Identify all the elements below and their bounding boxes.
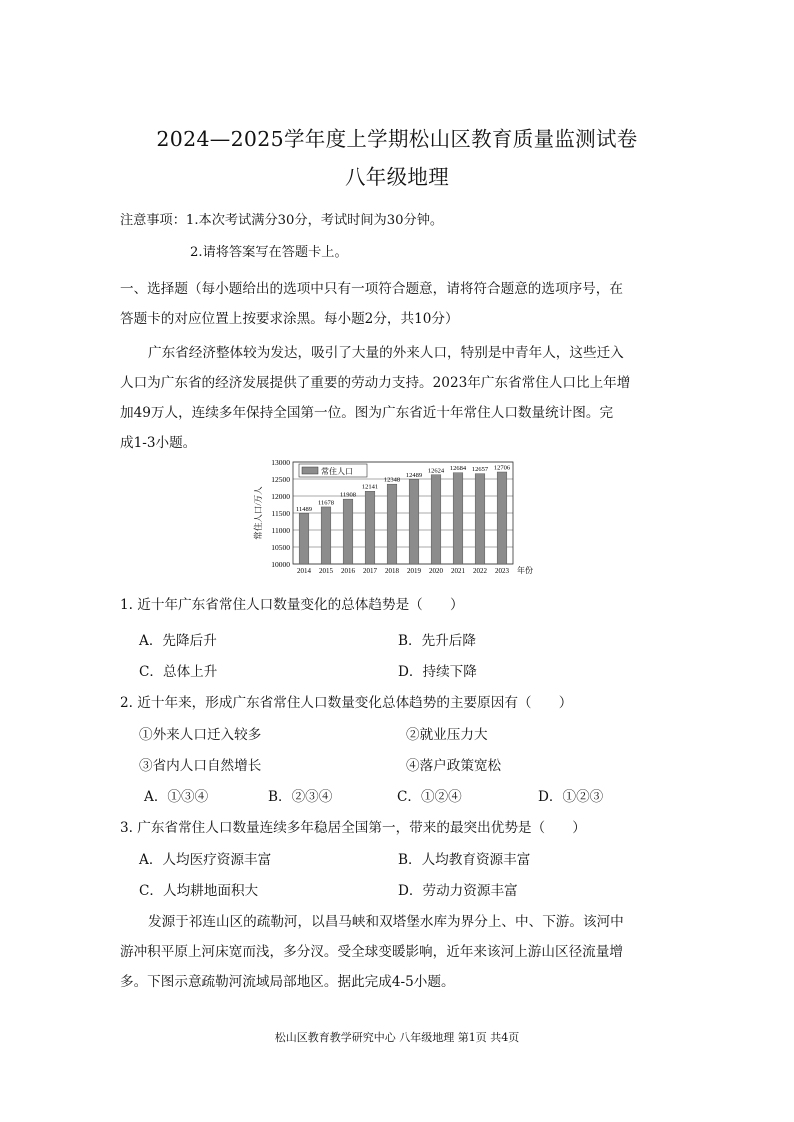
q3-stem: 3. 广东省常住人口数量连续多年稳居全国第一，带来的最突出优势是（ ） [120,820,586,836]
bar-2020 [431,475,441,564]
x-tick-label: 2020 [429,567,443,575]
data-label-2014: 11489 [295,505,313,513]
passage2-line-3: 多。下图示意疏勒河流域局部地区。据此完成4-5小题。 [120,974,455,990]
chart-y-ticks [271,458,290,569]
data-label-2023: 12706 [493,464,511,472]
population-bar-chart [245,452,540,580]
x-tick-label: 2023 [495,567,509,575]
passage1-line-2: 人口为广东省的经济发展提供了重要的劳动力支持。2023年广东省常住人口比上年增 [120,375,631,391]
chart-legend [299,464,367,477]
x-tick-label: 2018 [385,567,399,575]
q2-statement-1: ①外来人口迁入较多 [139,727,262,743]
x-tick-label: 2022 [473,567,487,575]
data-label-2015: 11678 [317,499,335,507]
q2-option-b: B．②③④ [268,789,333,805]
chart-xlabel: 年份 [517,566,533,575]
bar-2021 [453,473,463,564]
q1-option-a: A．先降后升 [139,633,217,649]
data-label-2018: 12348 [383,476,401,484]
q1-stem: 1. 近十年广东省常住人口数量变化的总体趋势是（ ） [120,597,464,613]
bar-2023 [497,472,507,564]
bar-2022 [475,474,485,564]
q3-option-d: D．劳动力资源丰富 [398,883,518,899]
q3-option-a: A．人均医疗资源丰富 [139,852,272,868]
y-tick-label: 12500 [271,475,290,484]
notes-line-2: 2.请将答案写在答题卡上。 [190,245,348,260]
y-tick-label: 11500 [271,509,290,518]
bar-2016 [343,499,353,564]
bar-2017 [365,491,375,564]
y-tick-label: 11000 [271,526,290,535]
y-tick-label: 12000 [271,492,290,501]
q2-statement-4: ④落户政策宽松 [406,758,502,774]
chart-x-ticks [297,567,510,575]
q2-option-a: A．①③④ [144,789,209,805]
y-tick-label: 10500 [271,543,290,552]
q2-statement-3: ③省内人口自然增长 [139,758,262,774]
data-label-2021: 12684 [449,465,467,473]
passage2-line-2: 游冲积平原上河床宽而浅，多分汊。受全球变暖影响，近年来该河上游山区径流量增 [120,944,623,960]
passage1-line-4: 成1-3小题。 [120,435,197,451]
q1-option-b: B．先升后降 [398,633,476,649]
chart-ylabel: 常住人口/万人 [253,486,263,540]
exam-subtitle: 八年级地理 [345,165,449,189]
q3-option-b: B．人均教育资源丰富 [398,852,531,868]
x-tick-label: 2015 [319,567,333,575]
y-tick-label: 10000 [271,560,290,569]
chart-bars [299,472,507,564]
bar-2015 [321,507,331,564]
data-label-2020: 12624 [427,467,445,475]
section-heading-line-2: 答题卡的对应位置上按要求涂黑。每小题2分，共10分） [120,311,459,327]
q2-stem: 2. 近十年来，形成广东省常住人口数量变化总体趋势的主要原因有（ ） [120,695,573,711]
q1-option-c: C．总体上升 [139,664,218,680]
x-tick-label: 2019 [407,567,421,575]
bar-2014 [299,513,309,564]
q3-option-c: C．人均耕地面积大 [139,883,259,899]
x-tick-label: 2021 [451,567,465,575]
bar-2018 [387,484,397,564]
data-label-2022: 12657 [471,466,489,474]
chart-legend-label: 常住人口 [321,467,353,476]
y-tick-label: 13000 [271,458,290,467]
x-tick-label: 2017 [363,567,377,575]
x-tick-label: 2014 [297,567,311,575]
page-footer: 松山区教育教学研究中心 八年级地理 第1页 共4页 [274,1031,520,1044]
bar-2019 [409,479,419,564]
notes-line-1: 注意事项：1.本次考试满分30分，考试时间为30分钟。 [120,213,444,228]
q2-statement-2: ②就业压力大 [406,727,488,743]
data-label-2019: 12489 [405,471,423,479]
q2-option-d: D．①②③ [538,789,604,805]
exam-title: 2024—2025学年度上学期松山区教育质量监测试卷 [156,127,638,151]
data-label-2016: 11908 [339,491,357,499]
passage1-line-1: 广东省经济整体较为发达，吸引了大量的外来人口，特别是中青年人，这些迁入 [148,345,624,361]
section-heading-line-1: 一、选择题（每小题给出的选项中只有一项符合题意，请将符合题意的选项序号，在 [120,281,623,297]
data-label-2017: 12141 [361,483,379,491]
passage1-line-3: 加49万人，连续多年保持全国第一位。图为广东省近十年常住人口数量统计图。完 [120,405,614,421]
x-tick-label: 2016 [341,567,355,575]
q2-option-c: C．①②④ [397,789,462,805]
passage2-line-1: 发源于祁连山区的疏勒河，以昌马峡和双塔堡水库为界分上、中、下游。该河中 [148,914,624,930]
q1-option-d: D．持续下降 [398,664,477,680]
